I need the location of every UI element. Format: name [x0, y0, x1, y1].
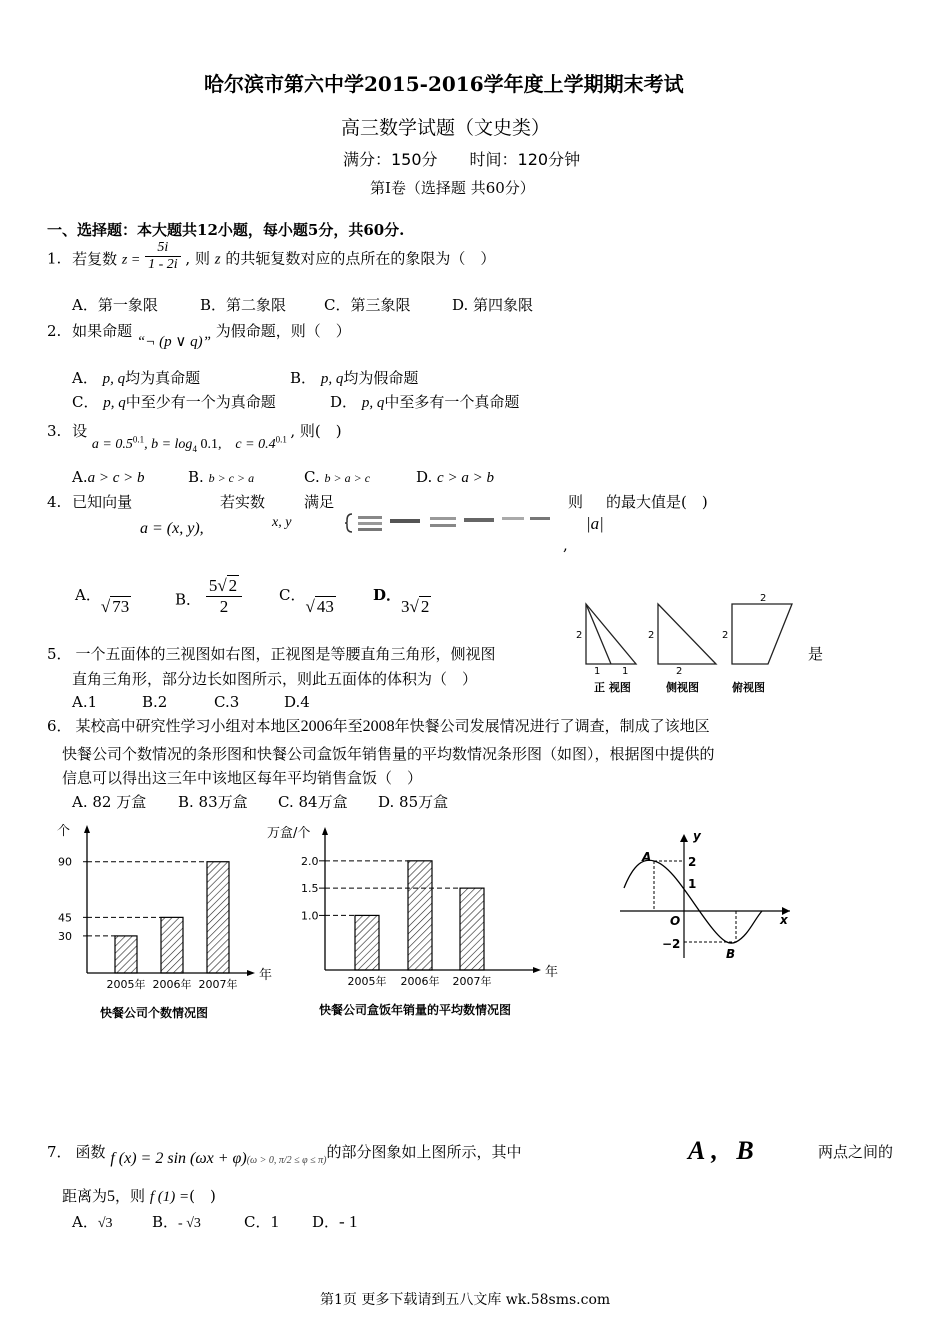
question-text: 的部分图象如上图所示，其中: [326, 1143, 522, 1161]
math-var: p, q: [320, 371, 344, 387]
bar: [460, 888, 484, 970]
math-expr: c > a > b: [437, 470, 494, 486]
question-text: 年至: [332, 717, 363, 735]
question-text: 某校高中研究性学习小组对本地区: [75, 717, 301, 735]
option-value: - √3: [178, 1216, 201, 1231]
radicand: 2: [420, 597, 430, 616]
b-arg: 0.1: [196, 437, 218, 452]
constraint-system-image: [344, 512, 554, 534]
side-view-label: 侧视图: [666, 681, 699, 694]
y-tick-label: 45: [58, 911, 72, 925]
y-tick-label: 2.0: [301, 854, 319, 868]
page-footer: 第1页 更多下载请到五八文库 wk.58sms.com: [320, 1292, 611, 1308]
x-axis-label: x: [780, 913, 788, 927]
y-tick-label: 90: [58, 855, 72, 869]
option-d[interactable]: D. 85万盒: [378, 793, 449, 811]
tick-label: 1: [688, 877, 697, 891]
dim-label: 2: [676, 666, 683, 677]
option-label: D．: [373, 586, 402, 604]
question-text: 是: [808, 645, 824, 663]
question-text: 的共轭复数对应的点所在的象限为（ ）: [225, 249, 496, 268]
question-text: 距离为: [62, 1187, 108, 1205]
origin-label: O: [670, 914, 681, 928]
math-expr: b > c > a: [208, 471, 255, 485]
chart-title: 快餐公司盒饭年销量的平均数情况图: [319, 1003, 512, 1017]
question-text: 如果命题: [72, 322, 133, 340]
q2-options-row1: [72, 367, 418, 388]
q1-options: [72, 294, 533, 315]
option-c[interactable]: C．第三象限: [324, 296, 411, 314]
math-expr: z =: [121, 252, 141, 268]
option-label: C.: [304, 468, 320, 486]
q3-options: [72, 468, 494, 487]
c-expr: , c = 0.4: [217, 437, 276, 452]
option-b[interactable]: B． $\frac{5√ 2}{2}$: [175, 584, 242, 617]
option-b[interactable]: [152, 1211, 244, 1232]
option-label: B．: [175, 590, 202, 609]
y-tick-label: 1.5: [301, 882, 319, 896]
dim-label: 1: [622, 666, 629, 677]
option-c[interactable]: C.3: [214, 693, 240, 711]
option-d[interactable]: [330, 391, 519, 412]
front-view: [586, 604, 636, 664]
question-5: [47, 643, 496, 664]
points-ab: A, B: [688, 1136, 760, 1165]
b-expr: , b = log: [144, 437, 193, 452]
x-tick-label: 2007年: [198, 978, 238, 991]
bar: [115, 936, 137, 973]
math-var: p, q: [103, 395, 126, 411]
question-text: 年快餐公司发展情况进行了调查，制成了该地区: [394, 717, 710, 735]
a-exponent: 0.1: [132, 434, 145, 445]
q6-options: [72, 791, 448, 812]
y-axis-title: 万盒/个: [267, 826, 311, 841]
math-expr: b > a > c: [324, 471, 371, 485]
dim-label: 2: [722, 630, 729, 641]
y-axis-arrow: [322, 827, 328, 835]
question-text: 则: [568, 493, 584, 511]
distance-value: 5: [107, 1188, 116, 1205]
option-a[interactable]: A．第一象限: [72, 296, 158, 314]
math-expr: “¬ (p ∨ q)”: [136, 334, 211, 350]
question-text: , 则: [185, 249, 210, 268]
dim-label: 2: [760, 593, 767, 604]
math-var: z: [214, 251, 221, 268]
option-value: √3: [97, 1216, 113, 1231]
year: 2008: [362, 718, 395, 735]
fraction: [145, 240, 181, 273]
option-a[interactable]: [72, 1211, 152, 1232]
front-view-label: 正 视图: [594, 681, 631, 694]
x-axis-arrow: [247, 970, 255, 976]
year: 2006: [300, 718, 333, 735]
question-text: ( ): [189, 1187, 216, 1205]
option-a[interactable]: [72, 367, 290, 388]
q7-options: [72, 1211, 357, 1232]
x-axis-title: 年: [545, 965, 559, 980]
option-a[interactable]: A.1: [72, 693, 98, 711]
exam-meta: 满分：150分 时间：120分钟: [343, 150, 581, 169]
radicand: 73: [112, 597, 130, 616]
question-7: [47, 1141, 522, 1167]
q5-options: [72, 693, 310, 711]
question-number: 7．: [47, 1143, 72, 1161]
dim-label: 2: [648, 630, 655, 641]
question-text: 一个五面体的三视图如右图，正视图是等腰直角三角形，侧视图: [75, 645, 496, 663]
math-expr: [91, 434, 290, 454]
option-label: B．: [152, 1213, 179, 1231]
question-4: [47, 491, 132, 512]
point-a-label: A: [642, 850, 652, 864]
y-axis-title: 个: [57, 824, 71, 839]
question-text: 为假命题，则（ ）: [215, 322, 351, 340]
question-7-line2: [62, 1185, 216, 1206]
math-var: p, q: [361, 395, 385, 411]
option-c[interactable]: C．√ 43: [279, 586, 334, 616]
dim-label: 1: [594, 666, 601, 677]
y-axis-label: y: [693, 829, 701, 843]
x-tick-label: 2007年: [452, 975, 492, 988]
option-b[interactable]: B. 83万盒: [178, 793, 248, 811]
option-value: 1: [270, 1212, 279, 1231]
q2-options-row2: [72, 391, 519, 412]
chart-title: 快餐公司个数情况图: [100, 1006, 209, 1020]
bar: [207, 862, 229, 973]
vector-magnitude: |a|: [586, 514, 604, 533]
top-view-label: 俯视图: [732, 681, 765, 694]
x-tick-label: 2005年: [347, 975, 387, 988]
question-text: 满足: [304, 493, 335, 511]
question-1: [47, 240, 496, 273]
option-text: 中至多有一个真命题: [384, 393, 520, 411]
vector-expr: a = (x, y),: [140, 520, 204, 537]
fraction-numerator: 5i: [145, 240, 181, 257]
c-exponent: 0.1: [275, 434, 287, 445]
point-b-label: B: [726, 947, 736, 961]
option-d[interactable]: [312, 1211, 357, 1232]
y-axis-arrow: [680, 834, 688, 842]
x-tick-label: 2006年: [152, 978, 192, 991]
option-label: C．: [244, 1213, 271, 1231]
option-text: 中至少有一个为真命题: [125, 393, 276, 411]
option-b[interactable]: [188, 468, 304, 486]
bar: [161, 917, 183, 973]
radicand: 43: [316, 597, 334, 616]
y-axis-arrow: [84, 825, 90, 833]
three-views-figure: [570, 592, 810, 700]
comma: ,: [563, 536, 568, 554]
side-view: [658, 604, 716, 664]
option-d[interactable]: D．3√ 2: [373, 586, 430, 616]
question-number: 2.: [47, 322, 62, 340]
section-heading: 一、选择题：本大题共12小题，每小题5分，共60分.: [47, 221, 405, 239]
option-a[interactable]: A. 82 万盒: [72, 793, 147, 811]
option-label: A．: [75, 586, 101, 604]
top-view: [732, 604, 792, 664]
question-3: [47, 420, 342, 454]
math-vars: x, y: [272, 515, 292, 530]
radicand: 2: [228, 576, 238, 595]
function-expr: f (x) = 2 sin (ωx + φ): [110, 1150, 247, 1167]
option-d[interactable]: D. 第四象限: [452, 296, 534, 314]
sine-curve: [624, 860, 762, 943]
option-c[interactable]: [304, 468, 416, 486]
math-var: p, q: [102, 371, 126, 387]
option-label: D．: [330, 393, 358, 411]
blurred-constraints: [344, 512, 554, 534]
option-b[interactable]: B．第二象限: [200, 296, 287, 314]
coefficient: 3: [401, 597, 410, 616]
math-expr: a > c > b: [87, 470, 145, 486]
option-label: A．: [72, 1213, 98, 1231]
option-label: D.: [416, 468, 433, 486]
b-base: 4: [192, 443, 197, 454]
tick-label: 2: [688, 855, 697, 869]
option-c[interactable]: [72, 391, 330, 412]
question-text: 函数: [75, 1143, 106, 1161]
parameter-condition: (ω > 0, π/2 ≤ φ ≤ π): [246, 1155, 327, 1166]
option-a[interactable]: [72, 468, 188, 487]
option-label: D．: [312, 1213, 340, 1231]
question-2: [47, 320, 351, 350]
x-axis-arrow: [533, 967, 541, 973]
x-tick-label: 2005年: [106, 978, 146, 991]
fraction-denominator: 1 - 2i: [148, 257, 178, 272]
coefficient: 5: [208, 576, 218, 595]
question-text: 直角三角形，部分边长如图所示，则此五面体的体积为（ ）: [72, 670, 478, 688]
dim-label: 2: [576, 630, 583, 641]
a-expr: a = 0.5: [91, 437, 133, 452]
sine-graph: [612, 828, 797, 968]
option-b[interactable]: [290, 367, 418, 388]
denominator: 2: [219, 597, 229, 616]
question-number: 1.: [47, 249, 62, 268]
function-value-expr: f (1) =: [149, 1189, 190, 1205]
exam-title: 哈尔滨市第六中学2015-2016学年度上学期期末考试: [204, 72, 684, 96]
y-tick-label: 1.0: [301, 909, 319, 923]
question-text: 若复数: [72, 249, 118, 268]
x-axis-title: 年: [259, 968, 273, 983]
option-label: A.: [72, 468, 88, 486]
option-value: - 1: [339, 1212, 358, 1231]
option-text: 均为真命题: [125, 369, 201, 387]
tick-label: −2: [662, 937, 681, 951]
question-number: 5．: [47, 645, 72, 663]
question-number: 4.: [47, 493, 62, 511]
option-d[interactable]: [416, 468, 494, 487]
option-label: C．: [279, 586, 306, 604]
option-label: B.: [188, 468, 204, 486]
option-text: 均为假命题: [343, 369, 419, 387]
question-number: 6．: [47, 717, 72, 735]
option-b[interactable]: B.2: [142, 693, 168, 711]
option-c[interactable]: C. 84万盒: [278, 793, 348, 811]
question-text: 快餐公司个数情况的条形图和快餐公司盒饭年销售量的平均数情况条形图（如图），根据图中提供的: [62, 745, 715, 763]
question-text: 设: [72, 422, 88, 440]
bar: [355, 915, 379, 970]
bar-chart-average-sales: [265, 815, 565, 1025]
question-text: 已知向量: [72, 493, 133, 511]
question-text: , 则( ): [290, 422, 342, 440]
option-label: B．: [290, 369, 317, 387]
option-a[interactable]: A．√ 73: [75, 586, 130, 616]
option-label: C．: [72, 393, 99, 411]
question-text: 信息可以得出这三年中该地区每年平均销售盒饭（ ）: [62, 769, 423, 787]
question-6: [47, 715, 710, 736]
x-tick-label: 2006年: [400, 975, 440, 988]
question-text: ，则: [115, 1187, 146, 1205]
question-text: 两点之间的: [818, 1143, 894, 1161]
bar-chart-company-count: [55, 815, 290, 1025]
y-tick-label: 30: [58, 929, 72, 943]
exam-subtitle: 高三数学试题（文史类）: [341, 117, 551, 139]
option-label: A．: [72, 369, 98, 387]
option-d[interactable]: D.4: [284, 693, 310, 711]
question-text: 的最大值是( ): [606, 493, 708, 511]
option-c[interactable]: [244, 1211, 312, 1232]
question-number: 3.: [47, 422, 62, 440]
volume-heading: 第Ⅰ卷（选择题 共60分）: [370, 179, 535, 197]
bar: [408, 861, 432, 970]
question-text: 若实数: [220, 493, 266, 511]
